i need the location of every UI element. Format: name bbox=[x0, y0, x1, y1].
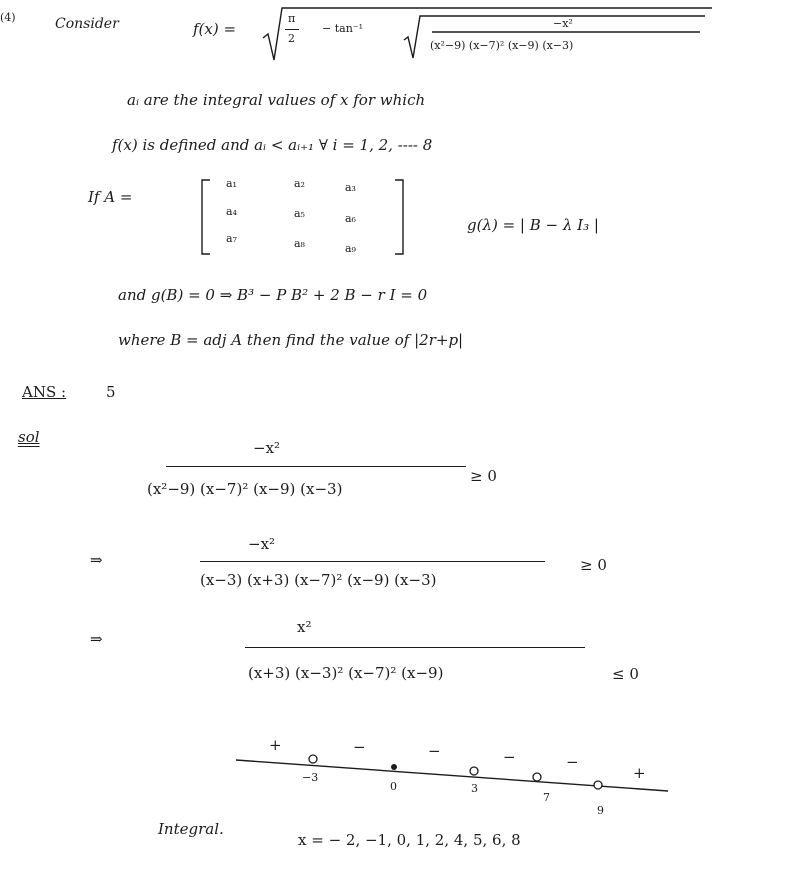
matrix-a22: a₅ bbox=[294, 207, 305, 220]
answer-value: 5 bbox=[106, 383, 116, 401]
inner-denominator: (x²−9) (x−7)² (x−9) (x−3) bbox=[430, 39, 574, 52]
step2-denominator: (x−3) (x+3) (x−7)² (x−9) (x−3) bbox=[200, 571, 437, 589]
step3-arrow: ⇒ bbox=[90, 630, 103, 648]
sign-region-1: + bbox=[269, 736, 282, 754]
step1-denominator: (x²−9) (x−7)² (x−9) (x−3) bbox=[147, 480, 343, 498]
if-a-label: If A = bbox=[88, 188, 133, 206]
point-0-closed bbox=[391, 764, 397, 770]
point-minus3-open bbox=[309, 755, 317, 763]
point-9-open bbox=[594, 781, 602, 789]
sign-region-5: − bbox=[566, 753, 579, 771]
answer-label: ANS : bbox=[22, 383, 67, 401]
step1-numerator: −x² bbox=[253, 439, 281, 457]
step2-arrow: ⇒ bbox=[90, 551, 103, 569]
matrix-a21: a₄ bbox=[226, 205, 237, 218]
matrix-a33: a₉ bbox=[345, 242, 356, 255]
step3-denominator: (x+3) (x−3)² (x−7)² (x−9) bbox=[248, 664, 444, 682]
sign-region-3: − bbox=[428, 742, 441, 760]
point-7-open bbox=[533, 773, 541, 781]
fx-lhs: f(x) = bbox=[193, 20, 237, 38]
matrix-a32: a₈ bbox=[294, 237, 305, 250]
step2-numerator: −x² bbox=[248, 535, 276, 553]
point-3-open bbox=[470, 767, 478, 775]
question-line-2: f(x) is defined and aᵢ < aᵢ₊₁ ∀ i = 1, 2, ---- 8 bbox=[112, 136, 433, 154]
sign-region-2: − bbox=[353, 738, 366, 756]
matrix-a13: a₃ bbox=[345, 181, 356, 194]
pi-numerator: π bbox=[288, 12, 296, 25]
step3-numerator: x² bbox=[297, 618, 312, 636]
matrix-a23: a₆ bbox=[345, 212, 356, 225]
point-label-3: 3 bbox=[471, 782, 478, 795]
inner-numerator: −x² bbox=[553, 17, 573, 30]
sign-region-6: + bbox=[633, 764, 646, 782]
point-label-7: 7 bbox=[543, 791, 550, 804]
question-number: (4) bbox=[0, 11, 16, 24]
point-label-0: 0 bbox=[390, 780, 397, 793]
point-label-minus3: −3 bbox=[302, 771, 319, 784]
matrix-a31: a₇ bbox=[226, 232, 237, 245]
minus-tan-inverse: − tan⁻¹ bbox=[322, 22, 363, 35]
integral-values: x = − 2, −1, 0, 1, 2, 4, 5, 6, 8 bbox=[298, 831, 521, 849]
matrix-a11: a₁ bbox=[226, 177, 237, 190]
matrix-a12: a₂ bbox=[294, 177, 305, 190]
point-label-9: 9 bbox=[597, 804, 604, 817]
step2-relation: ≥ 0 bbox=[580, 556, 607, 574]
question-line-1: aᵢ are the integral values of x for which bbox=[127, 91, 426, 109]
sign-region-4: − bbox=[503, 748, 516, 766]
consider-word: Consider bbox=[55, 16, 119, 32]
solution-label: sol bbox=[18, 428, 40, 446]
g-lambda-definition: g(λ) = | B − λ I₃ | bbox=[467, 216, 599, 234]
pi-denominator: 2 bbox=[288, 32, 295, 45]
and-condition-line: and g(B) = 0 ⇒ B³ − P B² + 2 B − r I = 0 bbox=[118, 286, 428, 304]
step3-relation: ≤ 0 bbox=[612, 665, 639, 683]
step1-relation: ≥ 0 bbox=[470, 467, 497, 485]
integral-label: Integral. bbox=[158, 820, 224, 838]
where-line: where B = adj A then find the value of |2r+p| bbox=[118, 331, 464, 349]
